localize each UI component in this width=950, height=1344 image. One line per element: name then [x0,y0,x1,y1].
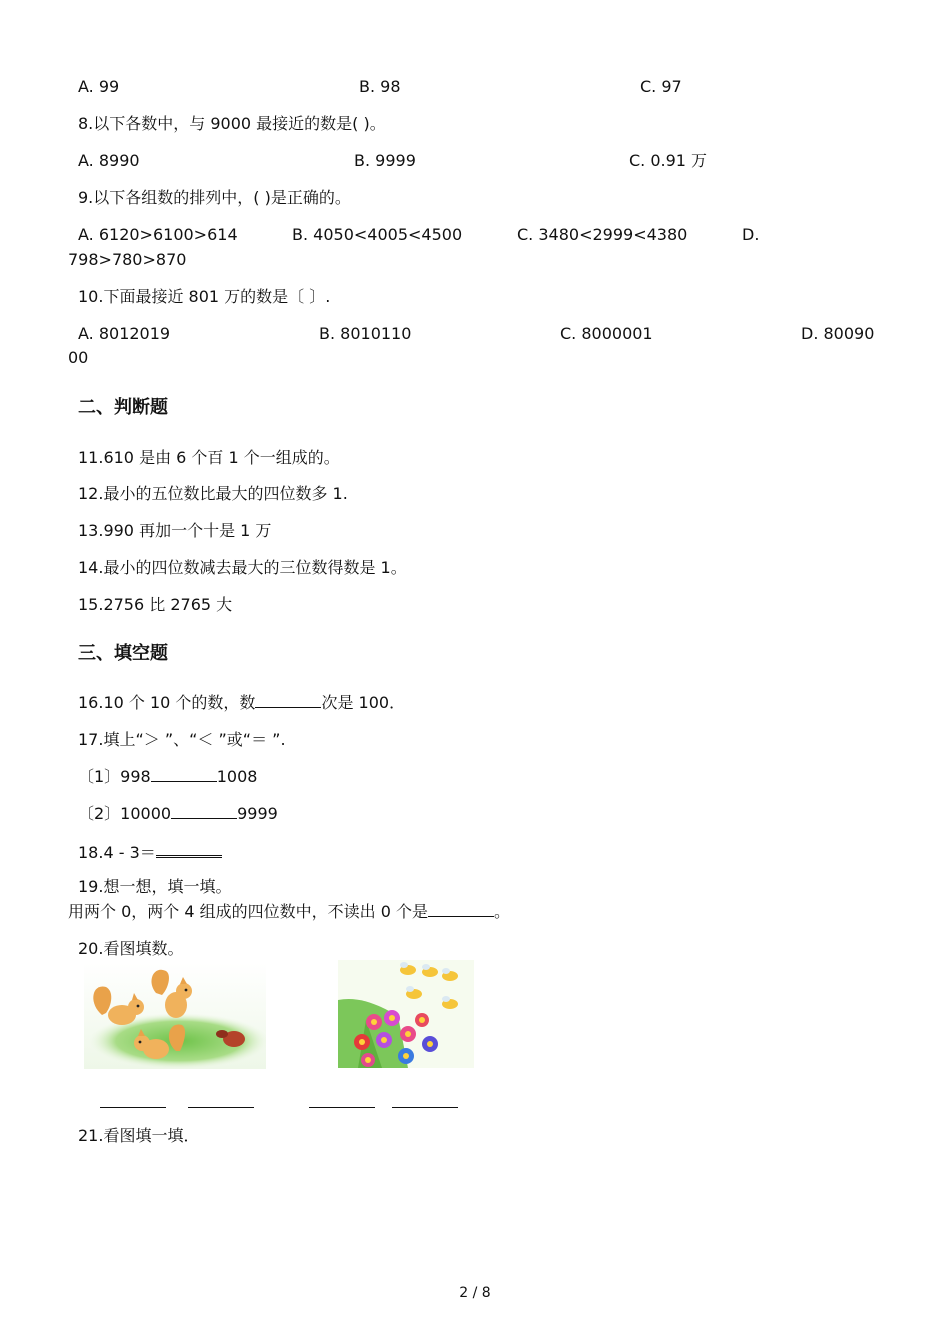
q19-text-end: 。 [493,902,510,921]
q17-2-text-after: 9999 [237,804,278,823]
q18-text: 18.4 - 3＝ [78,843,156,862]
q8-stem: 8.以下各数中，与 9000 最接近的数是( )。 [78,114,386,133]
bees-flowers-illustration [338,960,474,1068]
q7-option-c: C. 97 [640,77,682,96]
q11: 11.610 是由 6 个百 1 个一组成的。 [78,448,340,467]
q16-text-after: 次是 100． [321,693,406,712]
q9-option-c: C. 3480<2999<4380 [517,225,688,244]
q20-blank-4[interactable] [392,1106,458,1108]
q18 [78,841,222,863]
q9-stem: 9.以下各组数的排列中，( )是正确的。 [78,188,351,207]
q10-option-d-wrap: 00 [68,348,89,367]
squirrels-illustration [84,963,266,1069]
q19-stem: 19.想一想，填一填。 [78,877,232,896]
q16-text-before: 16.10 个 10 个的数，数 [78,693,256,712]
squirrels-picture [84,963,266,1069]
q9-option-d: D. [742,225,760,244]
q15: 15.2756 比 2765 大 [78,595,233,614]
q9-option-a: A. 6120>6100>614 [78,225,238,244]
q8-option-b: B. 9999 [354,151,416,170]
page-number: 2 / 8 [459,1285,491,1301]
q20-blank-2[interactable] [188,1106,254,1108]
q16-answer-blank[interactable] [255,693,321,708]
q12: 12.最小的五位数比最大的四位数多 1. [78,484,348,503]
q10-option-c: C. 8000001 [560,324,653,343]
section-3-title: 三、填空题 [78,643,168,664]
q14: 14.最小的四位数减去最大的三位数得数是 1。 [78,558,407,577]
q13: 13.990 再加一个十是 1 万 [78,521,272,540]
q20-stem: 20.看图填数。 [78,939,184,958]
bees-flowers-picture [338,960,474,1068]
q7-option-a: A. 99 [78,77,120,96]
q16 [78,693,405,713]
q8-option-a: A. 8990 [78,151,140,170]
q20-blank-1[interactable] [100,1106,166,1108]
q9-option-b: B. 4050<4005<4500 [292,225,463,244]
q9-option-d-wrap: 798>780>870 [68,250,187,269]
q10-stem: 10.下面最接近 801 万的数是〔 〕. [78,287,331,306]
q7-option-b: B. 98 [359,77,401,96]
q19-answer-blank[interactable] [428,902,494,917]
q17-1-answer-blank[interactable] [151,767,217,782]
q21-stem: 21.看图填一填． [78,1126,200,1145]
q17-1-text-after: 1008 [216,767,258,786]
q20-blank-3[interactable] [309,1106,375,1108]
q10-option-a: A. 8012019 [78,324,171,343]
q17-part-2 [78,804,278,824]
section-2-title: 二、判断题 [78,397,168,418]
q17-stem: 17.填上“＞ ”、“＜ ”或“＝ ”. [78,730,286,749]
q17-2-text-before: 〔2〕10000 [78,804,172,823]
q8-option-c: C. 0.91 万 [629,151,708,170]
q19-text-before: 用两个 0，两个 4 组成的四位数中，不读出 0 个是 [68,902,428,921]
q17-1-text-before: 〔1〕998 [78,767,151,786]
q10-option-d: D. 80090 [801,324,875,343]
q17-2-answer-blank[interactable] [171,804,237,819]
q19-text [68,902,510,922]
q10-option-b: B. 8010110 [319,324,412,343]
q18-answer-blank[interactable] [156,841,222,858]
q17-part-1 [78,767,257,787]
